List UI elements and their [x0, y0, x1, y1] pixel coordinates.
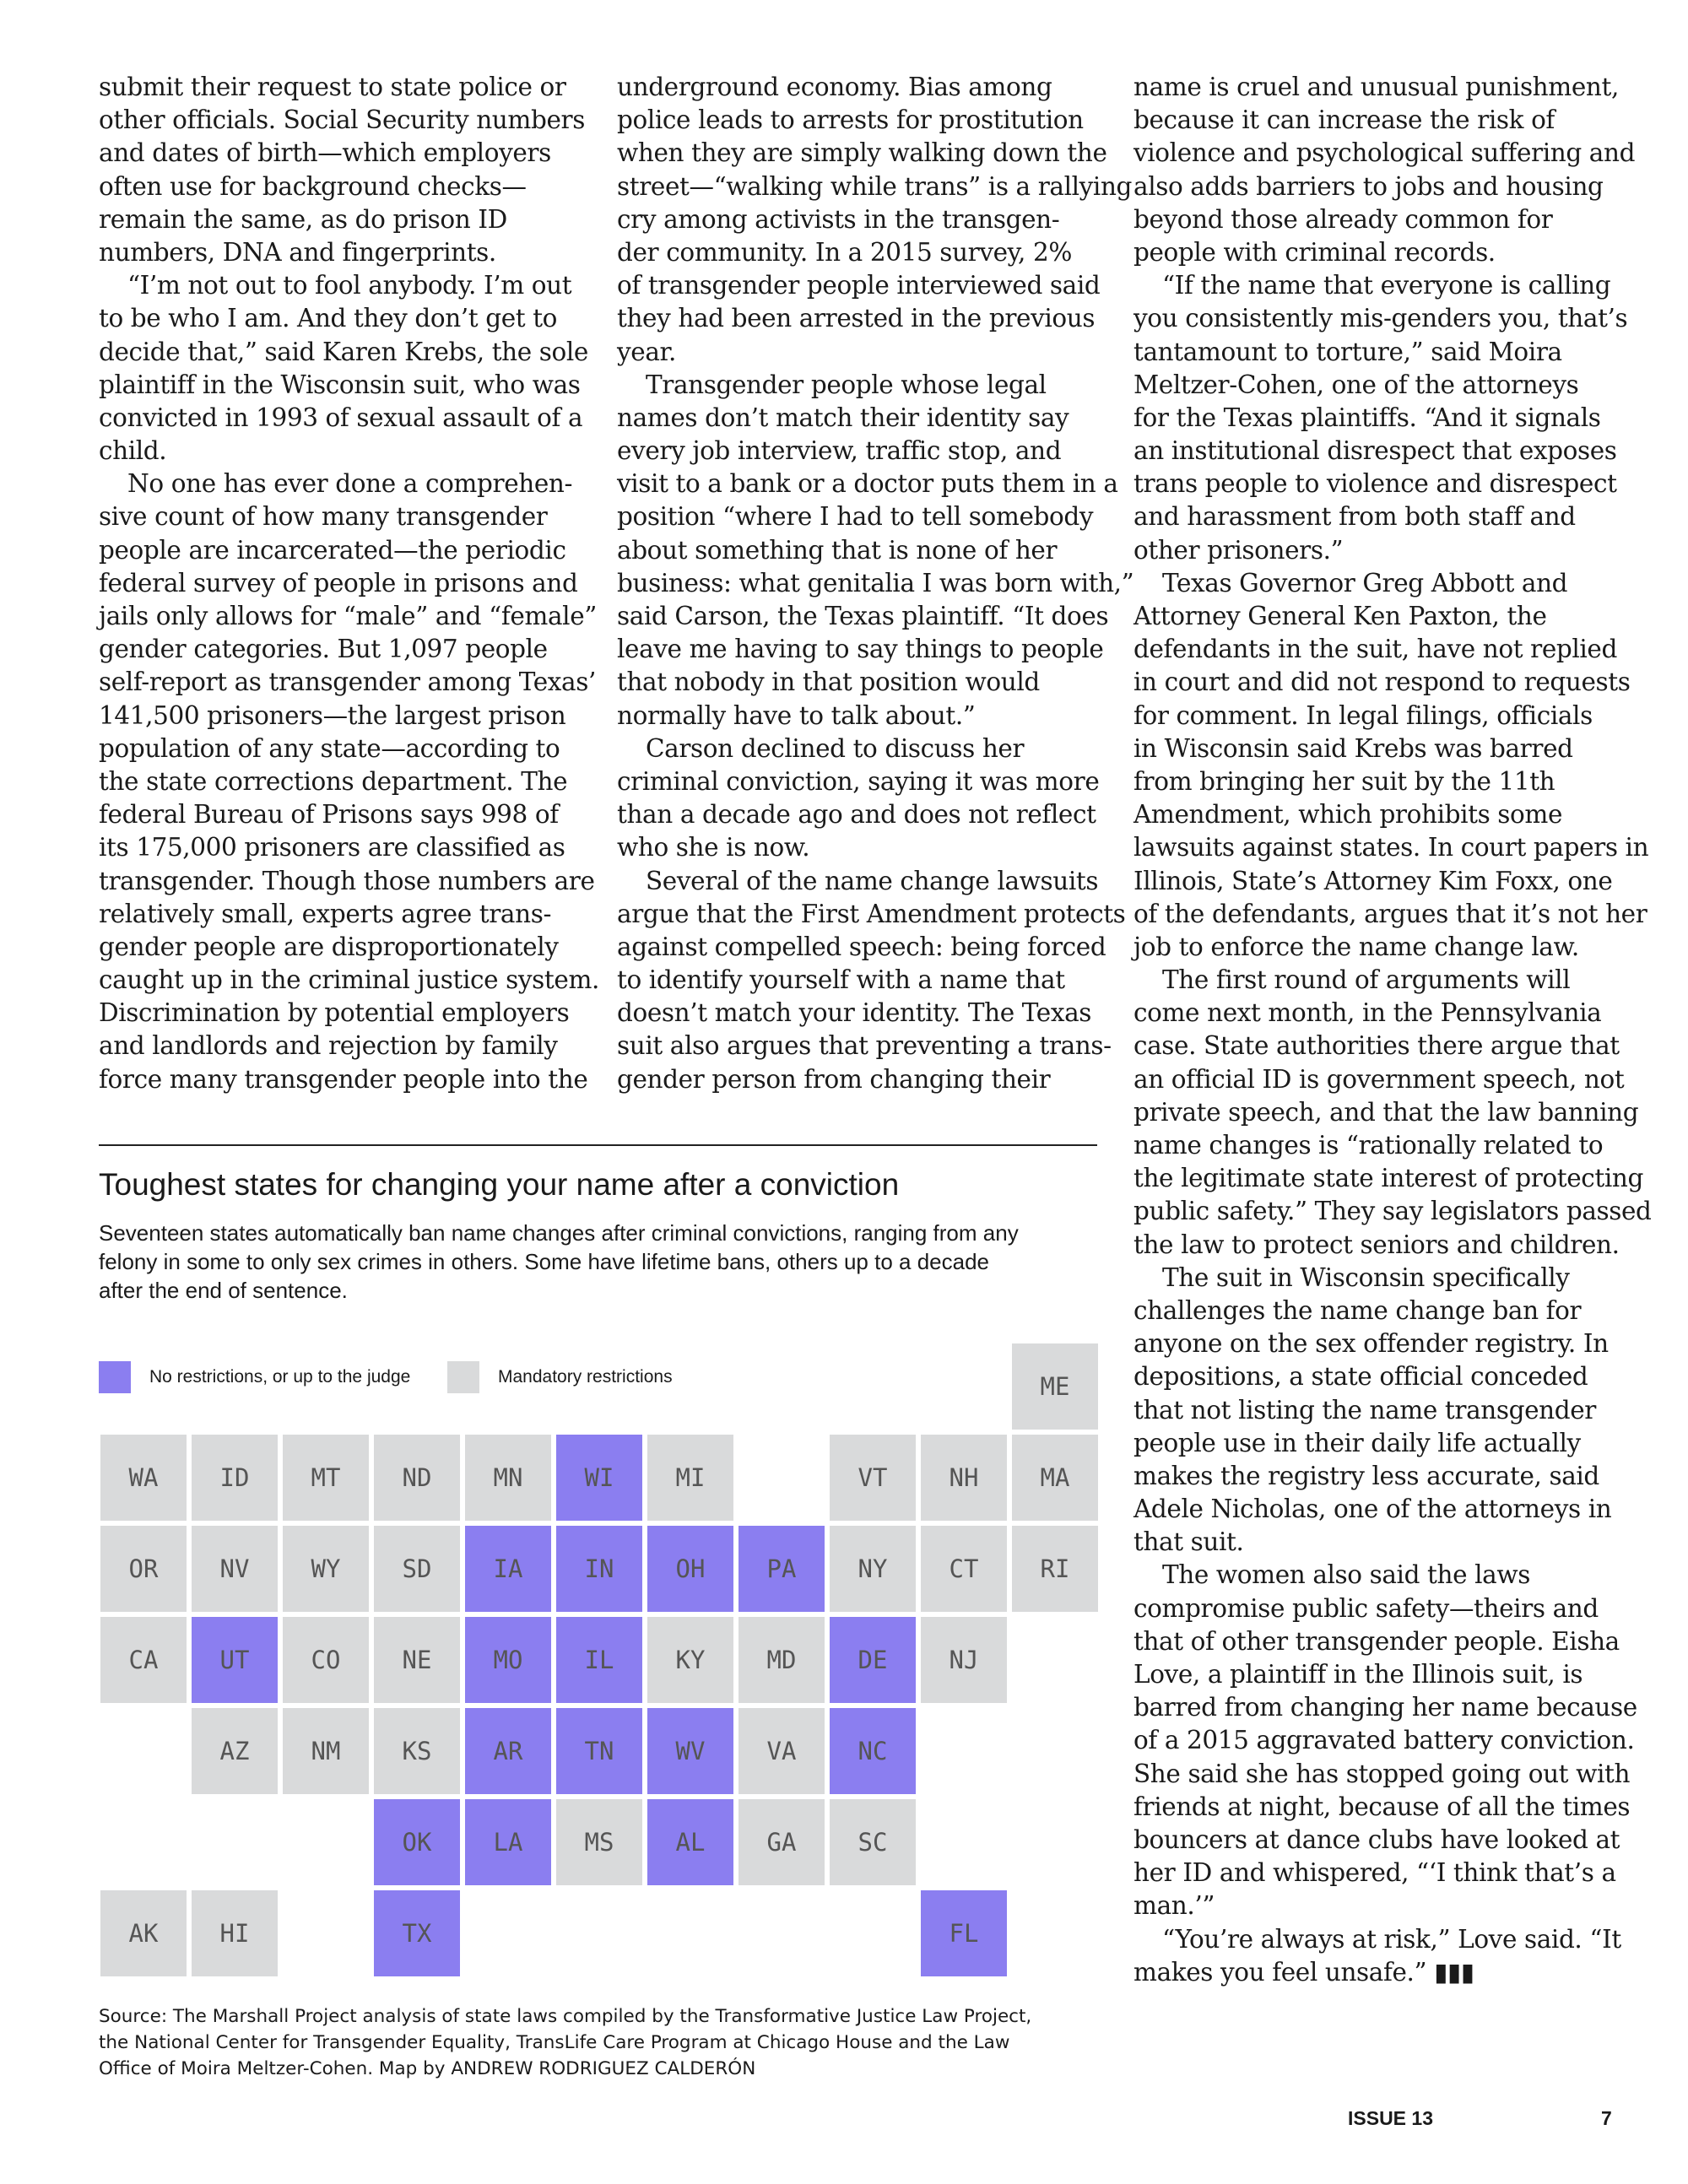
state-tile-nc: NC [828, 1706, 917, 1796]
state-tile-ok: OK [372, 1797, 462, 1887]
state-tile-wv: WV [646, 1706, 735, 1796]
article-line: street—“walking while trans” is a rallying [617, 171, 1133, 201]
state-tile-mt: MT [281, 1433, 371, 1522]
article-line: 141,500 prisoners—the largest prison [99, 700, 566, 730]
article-line: underground economy. Bias among [617, 73, 1052, 101]
article-line: “If the name that everyone is calling [1162, 271, 1611, 300]
article-line: visit to a bank or a doctor puts them in a [617, 469, 1118, 499]
article-line: remain the same, as do prison ID [99, 204, 507, 234]
article-line: Several of the name change lawsuits [646, 866, 1099, 895]
article-line: job to enforce the name change law. [1133, 932, 1579, 961]
article-line: No one has ever done a comprehen- [127, 469, 573, 499]
article-line: gender categories. But 1,097 people [99, 635, 548, 664]
article-line: people are incarcerated—the periodic [99, 535, 566, 565]
article-line: defendants in the suit, have not replied [1133, 635, 1617, 664]
article-line: sive count of how many transgender [99, 502, 548, 532]
article-line: Illinois, State’s Attorney Kim Foxx, one [1133, 866, 1613, 895]
map-subtitle [99, 1219, 1019, 1305]
article-line: normally have to talk about.” [617, 700, 976, 730]
state-tile-ct: CT [919, 1524, 1009, 1614]
article-line: gender people are disproportionately [99, 932, 559, 961]
state-tile-wi: WI [555, 1433, 644, 1522]
article-line: other officials. Social Security numbers [99, 105, 585, 135]
article-line: suit also argues that preventing a trans- [617, 1031, 1112, 1061]
state-tile-de: DE [828, 1615, 917, 1705]
article-line: said Carson, the Texas plaintiff. “It does [617, 602, 1109, 630]
article-line: plaintiff in the Wisconsin suit, who was [99, 370, 581, 399]
article-line: business: what genitalia I was born with,” [617, 568, 1134, 597]
article-line: and landlords and rejection by family [99, 1031, 558, 1061]
state-tile-tn: TN [555, 1706, 644, 1796]
article-line: often use for background checks— [99, 171, 527, 201]
article-line: also adds barriers to jobs and housing [1133, 171, 1604, 201]
map-title: Toughest states for changing your name after a conviction [99, 1167, 900, 1202]
article-line: violence and psychological suffering and [1133, 138, 1636, 168]
state-tile-ky: KY [646, 1615, 735, 1705]
state-tile-nd: ND [372, 1433, 462, 1522]
state-tile-pa: PA [737, 1524, 826, 1614]
article-line: Adele Nicholas, one of the attorneys in [1133, 1495, 1612, 1524]
state-tile-va: VA [737, 1706, 826, 1796]
legend-label-mandatory: Mandatory restrictions [498, 1367, 673, 1387]
state-tile-ne: NE [372, 1615, 462, 1705]
article-line: submit their request to state police or [99, 73, 566, 101]
map-subtitle-line: after the end of sentence. [99, 1278, 348, 1303]
article-line: in court and did not respond to requests [1133, 668, 1631, 697]
source-line: Office of Moira Meltzer-Cohen. Map by ANDREW RODRIGUEZ CALDERÓN [99, 2058, 756, 2079]
article-line: you consistently mis-genders you, that’s [1133, 304, 1628, 333]
article-line: year. [617, 337, 676, 366]
article-line: lawsuits against states. In court papers in [1133, 833, 1649, 862]
article-line: Carson declined to discuss her [646, 733, 1025, 763]
state-tile-nj: NJ [919, 1615, 1009, 1705]
article-line: from bringing her suit by the 11th [1133, 766, 1555, 796]
article-line: when they are simply walking down the [617, 138, 1107, 168]
article-line: beyond those already common for [1133, 204, 1553, 234]
state-tile-ut: UT [190, 1615, 279, 1705]
article-line: numbers, DNA and fingerprints. [99, 237, 496, 267]
article-line: for the Texas plaintiffs. “And it signals [1133, 403, 1601, 432]
article-line: argue that the First Amendment protects [617, 899, 1126, 928]
article-line: the law to protect seniors and children. [1133, 1230, 1620, 1259]
state-tile-mn: MN [463, 1433, 553, 1522]
article-line: She said she has stopped going out with [1133, 1759, 1631, 1788]
article-line: people with criminal records. [1133, 237, 1496, 267]
state-tile-sd: SD [372, 1524, 462, 1614]
article-line: makes you feel unsafe.” ▮▮▮ [1133, 1957, 1474, 1987]
article-line: position “where I had to tell somebody [617, 502, 1094, 532]
article-line: and dates of birth—which employers [99, 138, 551, 168]
legend-label-open: No restrictions, or up to the judge [149, 1367, 411, 1387]
state-tile-id: ID [190, 1433, 279, 1522]
article-line: they had been arrested in the previous [617, 304, 1096, 333]
footer-issue-number: ISSUE 13 [1348, 2107, 1433, 2129]
footer-page-number: 7 [1601, 2107, 1612, 2129]
article-line: criminal conviction, saying it was more [617, 766, 1100, 796]
article-line: barred from changing her name because [1133, 1693, 1637, 1722]
state-tile-or: OR [99, 1524, 188, 1614]
state-tile-ks: KS [372, 1706, 462, 1796]
article-line: that not listing the name transgender [1133, 1395, 1596, 1424]
article-line: doesn’t match your identity. The Texas [617, 998, 1092, 1028]
state-tile-mi: MI [646, 1433, 735, 1522]
article-line: that nobody in that position would [617, 668, 1040, 697]
article-line: bouncers at dance clubs have looked at [1133, 1825, 1620, 1854]
article-line: anyone on the sex offender registry. In [1133, 1329, 1609, 1359]
state-tile-wa: WA [99, 1433, 188, 1522]
state-tile-ar: AR [463, 1706, 553, 1796]
article-line: relatively small, experts agree trans- [99, 899, 552, 928]
article-line: and harassment from both staff and [1133, 502, 1576, 532]
article-line: cry among activists in the transgen- [617, 204, 1060, 234]
state-tile-vt: VT [828, 1433, 917, 1522]
legend-swatch-mandatory [447, 1361, 479, 1393]
article-line: man.’” [1133, 1891, 1215, 1921]
article-line: about something that is none of her [617, 535, 1058, 565]
state-tile-oh: OH [646, 1524, 735, 1614]
article-line: Attorney General Ken Paxton, the [1133, 602, 1547, 630]
state-tile-ri: RI [1010, 1524, 1100, 1614]
article-line: friends at night, because of all the times [1133, 1792, 1631, 1821]
article-line: depositions, a state official conceded [1133, 1362, 1588, 1392]
article-line: who she is now. [617, 833, 810, 862]
map-subtitle-line: Seventeen states automatically ban name changes after criminal convictions, ranging from any [99, 1220, 1019, 1246]
article-line: name is cruel and unusual punishment, [1133, 73, 1619, 101]
legend-swatch-open [99, 1361, 131, 1393]
article-line: an institutional disrespect that exposes [1133, 436, 1617, 466]
map-subtitle-line: felony in some to only sex crimes in others. Some have lifetime bans, others up to a decade [99, 1249, 989, 1274]
article-line: come next month, in the Pennsylvania [1133, 998, 1602, 1028]
state-tile-ny: NY [828, 1524, 917, 1614]
article-line: of transgender people interviewed said [617, 271, 1101, 300]
article-column-1 [99, 71, 599, 1096]
article-line: the state corrections department. The [99, 766, 568, 796]
state-tile-in: IN [555, 1524, 644, 1614]
article-line: gender person from changing their [617, 1064, 1051, 1094]
article-line: the legitimate state interest of protecting [1133, 1164, 1643, 1193]
article-line: caught up in the criminal justice system. [99, 965, 599, 995]
article-line: force many transgender people into the [99, 1064, 588, 1094]
article-line: people use in their daily life actually [1133, 1428, 1581, 1457]
state-tile-fl: FL [919, 1889, 1009, 1978]
article-line: of a 2015 aggravated battery conviction. [1133, 1726, 1635, 1755]
article-line: challenges the name change ban for [1133, 1295, 1582, 1325]
article-column-3 [1133, 71, 1652, 1989]
article-line: The suit in Wisconsin specifically [1162, 1262, 1570, 1292]
state-tile-hi: HI [190, 1889, 279, 1978]
article-line: jails only allows for “male” and “female” [99, 602, 597, 630]
state-tile-nm: NM [281, 1706, 371, 1796]
article-line: Discrimination by potential employers [99, 998, 570, 1028]
article-line: names don’t match their identity say [617, 403, 1069, 432]
state-tile-co: CO [281, 1615, 371, 1705]
article-line: “I’m not out to fool anybody. I’m out [127, 271, 572, 300]
article-line: trans people to violence and disrespect [1133, 469, 1617, 499]
state-tile-nv: NV [190, 1524, 279, 1614]
article-line: population of any state—according to [99, 733, 560, 763]
article-line: Amendment, which prohibits some [1133, 800, 1563, 830]
article-line: leave me having to say things to people [617, 635, 1104, 664]
article-line: in Wisconsin said Krebs was barred [1133, 733, 1573, 763]
state-tile-sc: SC [828, 1797, 917, 1887]
source-line: the National Center for Transgender Equality, TransLife Care Program at Chicago House and the Law [99, 2032, 1010, 2053]
state-tile-nh: NH [919, 1433, 1009, 1522]
article-line: federal Bureau of Prisons says 998 of [99, 800, 559, 830]
article-line: that of other transgender people. Eisha [1133, 1626, 1620, 1656]
article-line: name changes is “rationally related to [1133, 1131, 1604, 1160]
article-line: that suit. [1133, 1527, 1244, 1557]
state-tile-md: MD [737, 1615, 826, 1705]
article-column-2 [617, 71, 1133, 1096]
state-tile-ca: CA [99, 1615, 188, 1705]
state-tile-il: IL [555, 1615, 644, 1705]
article-line: case. State authorities there argue that [1133, 1031, 1620, 1061]
state-tile-me: ME [1010, 1342, 1100, 1431]
article-line: for comment. In legal filings, officials [1133, 700, 1593, 730]
state-tile-mo: MO [463, 1615, 553, 1705]
article-line: Texas Governor Greg Abbott and [1162, 568, 1568, 597]
article-line: every job interview, traffic stop, and [617, 436, 1062, 466]
article-line: an official ID is government speech, not [1133, 1064, 1625, 1094]
state-tile-la: LA [463, 1797, 553, 1887]
article-line: The women also said the laws [1162, 1560, 1530, 1590]
article-line: its 175,000 prisoners are classified as [99, 833, 565, 862]
article-line: private speech, and that the law banning [1133, 1097, 1639, 1127]
article-line: federal survey of people in prisons and [99, 568, 578, 597]
article-line: Meltzer-Cohen, one of the attorneys [1133, 370, 1579, 399]
graphic-divider [99, 1144, 1097, 1146]
state-tile-wy: WY [281, 1524, 371, 1614]
article-line: self-report as transgender among Texas’ [99, 668, 596, 697]
article-line: The first round of arguments will [1162, 965, 1571, 995]
article-line: decide that,” said Karen Krebs, the sole [99, 337, 588, 366]
state-tile-al: AL [646, 1797, 735, 1887]
state-tile-az: AZ [190, 1706, 279, 1796]
article-line: tantamount to torture,” said Moira [1133, 337, 1562, 366]
article-line: to identify yourself with a name that [617, 965, 1065, 995]
article-line: other prisoners.” [1133, 535, 1344, 565]
map-source-credit [99, 2003, 1031, 2082]
article-line: because it can increase the risk of [1133, 105, 1555, 135]
article-line: her ID and whispered, “‘I think that’s a [1133, 1858, 1616, 1888]
article-line: child. [99, 436, 167, 466]
article-line: “You’re always at risk,” Love said. “It [1162, 1924, 1621, 1954]
state-tile-ma: MA [1010, 1433, 1100, 1522]
article-line: police leads to arrests for prostitution [617, 105, 1084, 135]
article-line: Love, a plaintiff in the Illinois suit, is [1133, 1660, 1583, 1689]
state-tile-ms: MS [555, 1797, 644, 1887]
article-line: makes the registry less accurate, said [1133, 1461, 1599, 1490]
article-line: Transgender people whose legal [646, 370, 1047, 399]
article-line: convicted in 1993 of sexual assault of a [99, 403, 583, 432]
source-line: Source: The Marshall Project analysis of state laws compiled by the Transformative Justice Law Project, [99, 2006, 1032, 2027]
article-line: of the defendants, argues that it’s not her [1133, 899, 1647, 928]
article-line: public safety.” They say legislators passed [1133, 1197, 1652, 1226]
state-tile-tx: TX [372, 1889, 462, 1978]
state-tile-ak: AK [99, 1889, 188, 1978]
state-tile-ia: IA [463, 1524, 553, 1614]
article-line: transgender. Though those numbers are [99, 866, 595, 895]
article-line: compromise public safety—theirs and [1133, 1593, 1599, 1623]
article-line: to be who I am. And they don’t get to [99, 304, 558, 333]
article-line: der community. In a 2015 survey, 2% [617, 237, 1072, 267]
state-tile-ga: GA [737, 1797, 826, 1887]
article-line: against compelled speech: being forced [617, 932, 1106, 961]
article-line: than a decade ago and does not reflect [617, 800, 1096, 830]
